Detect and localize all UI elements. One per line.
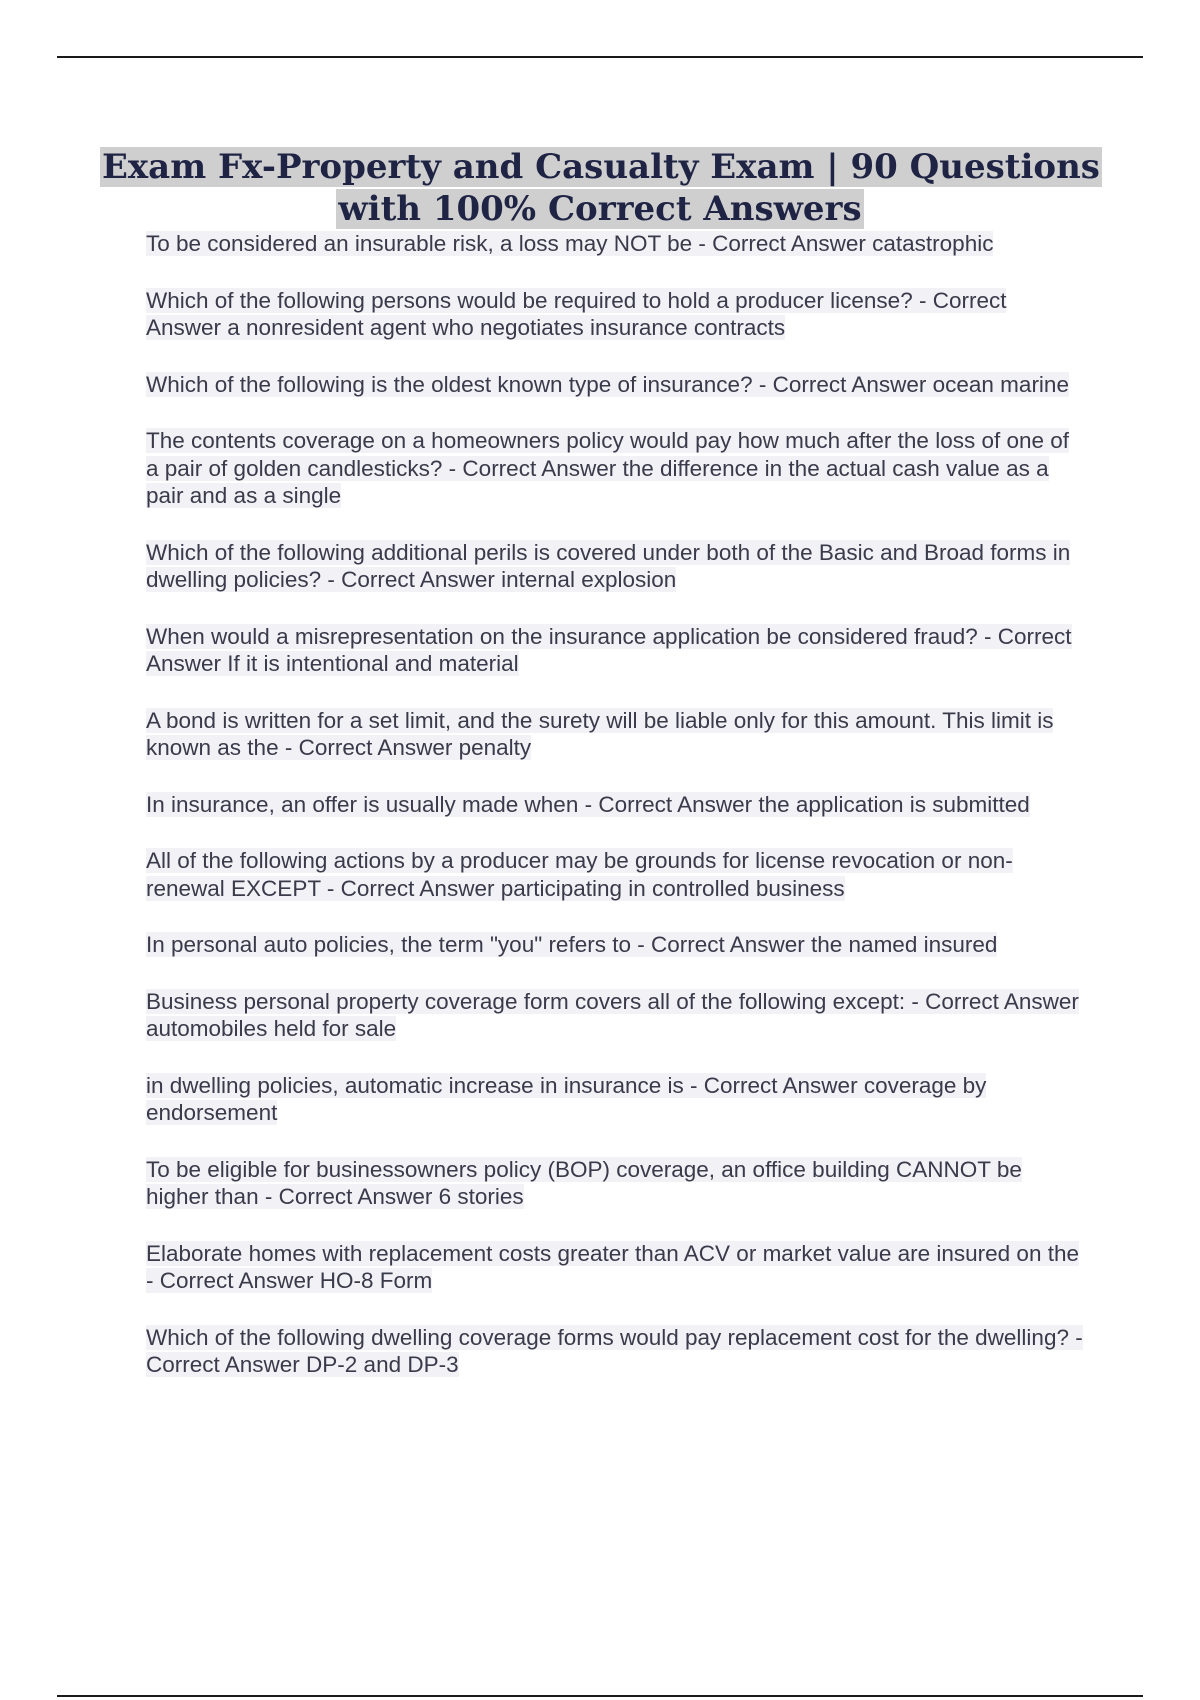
qa-text: Elaborate homes with replacement costs greater than ACV or market value are insured on the - Correct Answer HO-8 Form — [146, 1240, 1079, 1293]
qa-text: Which of the following dwelling coverage forms would pay replacement cost for the dwelling? - Correct Answer DP-2 and DP-3 — [146, 1324, 1083, 1377]
qa-text: All of the following actions by a producer may be grounds for license revocation or non-renewal EXCEPT - Correct Answer participating in controlled business — [146, 848, 1013, 901]
qa-item — [146, 707, 1086, 762]
qa-text: To be considered an insurable risk, a loss may NOT be - Correct Answer catastrophic — [146, 231, 994, 256]
qa-item — [146, 539, 1086, 594]
qa-item — [146, 988, 1086, 1043]
qa-text: The contents coverage on a homeowners policy would pay how much after the loss of one of a pair of golden candlesticks? - Correct Answer the difference in the actual cash value as a pair and as a single — [146, 428, 1070, 508]
qa-item — [146, 287, 1086, 342]
qa-item — [146, 1072, 1086, 1127]
qa-item — [146, 1240, 1086, 1295]
document-title — [100, 146, 1100, 230]
document-title-text: Exam Fx-Property and Casualty Exam | 90 Questions with 100% Correct Answers — [102, 147, 1100, 229]
qa-text: To be eligible for businessowners policy (BOP) coverage, an office building CANNOT be higher than - Correct Answer 6 stories — [146, 1156, 1022, 1209]
qa-text: In personal auto policies, the term "you" refers to - Correct Answer the named insured — [146, 932, 998, 957]
qa-item — [146, 623, 1086, 678]
qa-item — [146, 1156, 1086, 1211]
qa-text: Which of the following persons would be required to hold a producer license? - Correct Answer a nonresident agent who negotiates insurance contracts — [146, 287, 1007, 340]
qa-text: Which of the following is the oldest known type of insurance? - Correct Answer ocean marine — [146, 371, 1069, 397]
qa-item — [146, 371, 1086, 399]
qa-text: Which of the following additional perils is covered under both of the Basic and Broad forms in dwelling policies? - Correct Answer internal explosion — [146, 539, 1071, 592]
qa-list — [146, 230, 1086, 1408]
qa-item — [146, 791, 1086, 819]
qa-text: A bond is written for a set limit, and the surety will be liable only for this amount. This limit is known as the - Correct Answer penalty — [146, 707, 1054, 760]
qa-text: In insurance, an offer is usually made when - Correct Answer the application is submitted — [146, 791, 1030, 817]
qa-item — [146, 1324, 1086, 1379]
qa-item — [146, 230, 1086, 258]
qa-item — [146, 847, 1086, 902]
qa-text: When would a misrepresentation on the insurance application be considered fraud? - Correct Answer If it is intentional and material — [146, 623, 1072, 676]
qa-text: in dwelling policies, automatic increase in insurance is - Correct Answer coverage by endorsement — [146, 1072, 987, 1125]
qa-text: Business personal property coverage form covers all of the following except: - Correct Answer automobiles held for sale — [146, 988, 1079, 1041]
qa-item — [146, 931, 1086, 959]
top-rule — [57, 56, 1143, 58]
bottom-rule — [57, 1695, 1143, 1697]
qa-item — [146, 427, 1086, 510]
